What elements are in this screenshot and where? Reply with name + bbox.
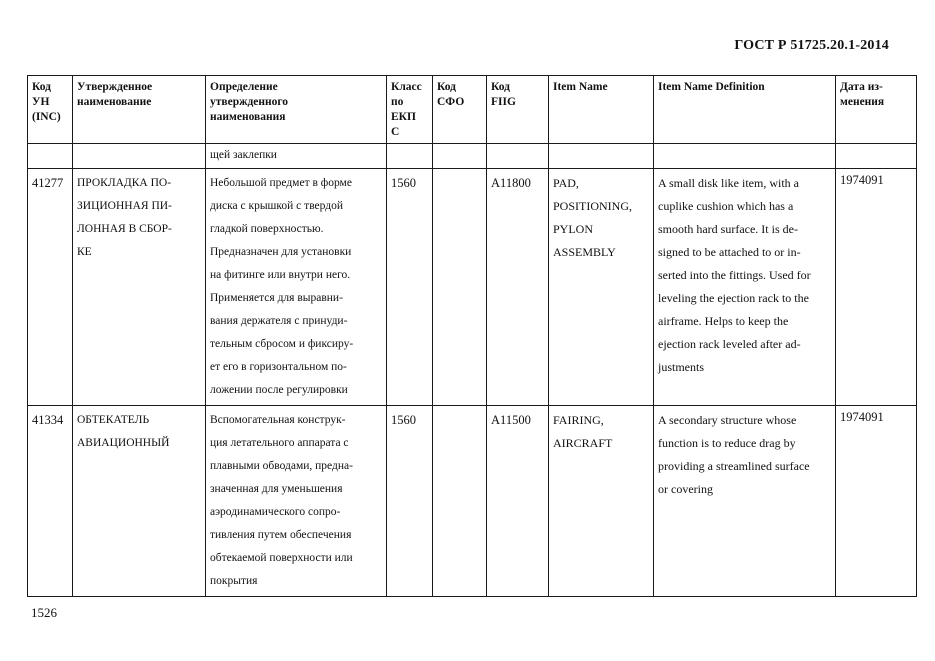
column-header-approved-name: Утвержденное наименование bbox=[73, 76, 206, 144]
cell-approved-name: ПРОКЛАДКА ПО- ЗИЦИОННАЯ ПИ- ЛОННАЯ В СБОР- КЕ bbox=[73, 169, 206, 406]
cell-item-name: PAD, POSITIONING, PYLON ASSEMBLY bbox=[549, 169, 654, 406]
cell-change-date: 1974091 bbox=[836, 169, 917, 406]
column-header-definition: Определение утвержденного наименования bbox=[206, 76, 387, 144]
cell-definition: Небольшой предмет в форме диска с крышкой с твердой гладкой поверхностью. Предназначен для установки на фитинге или внутри него. Применяется для выравни- вания держателя с принуди- тельным сбросом и фиксиру- ет его в горизонтальном по- ложении после регулировки bbox=[206, 169, 387, 406]
cell-fiig: A11500 bbox=[487, 406, 549, 597]
cell-approved-name: ОБТЕКАТЕЛЬ АВИАЦИОННЫЙ bbox=[73, 406, 206, 597]
table-row bbox=[28, 406, 917, 597]
page-number: 1526 bbox=[31, 605, 57, 620]
document-standard-header: ГОСТ Р 51725.20.1-2014 bbox=[734, 38, 889, 53]
column-header-item-name-definition: Item Name Definition bbox=[654, 76, 836, 144]
column-header-change-date: Дата из- менения bbox=[836, 76, 917, 144]
cell-sfo bbox=[433, 406, 487, 597]
cell-change-date: 1974091 bbox=[836, 406, 917, 597]
cell-item-name-definition: A small disk like item, with a cuplike cushion which has a smooth hard surface. It is de- signed to be attached to or in- serted into the fittings. Used for leveling the ejection rack to the airframe. Helps to keep the ejection rack leveled after ad- justments bbox=[654, 169, 836, 406]
nomenclature-table bbox=[27, 75, 917, 597]
cell-definition: Вспомогательная конструк- ция летательного аппарата с плавными обводами, предна- значенная для уменьшения аэродинамического сопро- тивления путем обеспечения обтекаемой поверхности или покрытия bbox=[206, 406, 387, 597]
cell-fiig: A11800 bbox=[487, 169, 549, 406]
cell-inc: 41334 bbox=[28, 406, 73, 597]
cell-class: 1560 bbox=[387, 406, 433, 597]
column-header-class: Класс по ЕКП С bbox=[387, 76, 433, 144]
column-header-fiig: Код FIIG bbox=[487, 76, 549, 144]
column-header-sfo: Код СФО bbox=[433, 76, 487, 144]
cell-class: 1560 bbox=[387, 169, 433, 406]
cell-item-name-definition: A secondary structure whose function is to reduce drag by providing a streamlined surface or covering bbox=[654, 406, 836, 597]
column-header-inc: Код УН (INC) bbox=[28, 76, 73, 144]
table-row-continuation bbox=[28, 144, 917, 169]
definition-continuation: щей заклепки bbox=[206, 144, 387, 169]
cell-inc: 41277 bbox=[28, 169, 73, 406]
column-header-item-name: Item Name bbox=[549, 76, 654, 144]
cell-item-name: FAIRING, AIRCRAFT bbox=[549, 406, 654, 597]
cell-sfo bbox=[433, 169, 487, 406]
table-row bbox=[28, 169, 917, 406]
table-header-row bbox=[28, 76, 917, 144]
